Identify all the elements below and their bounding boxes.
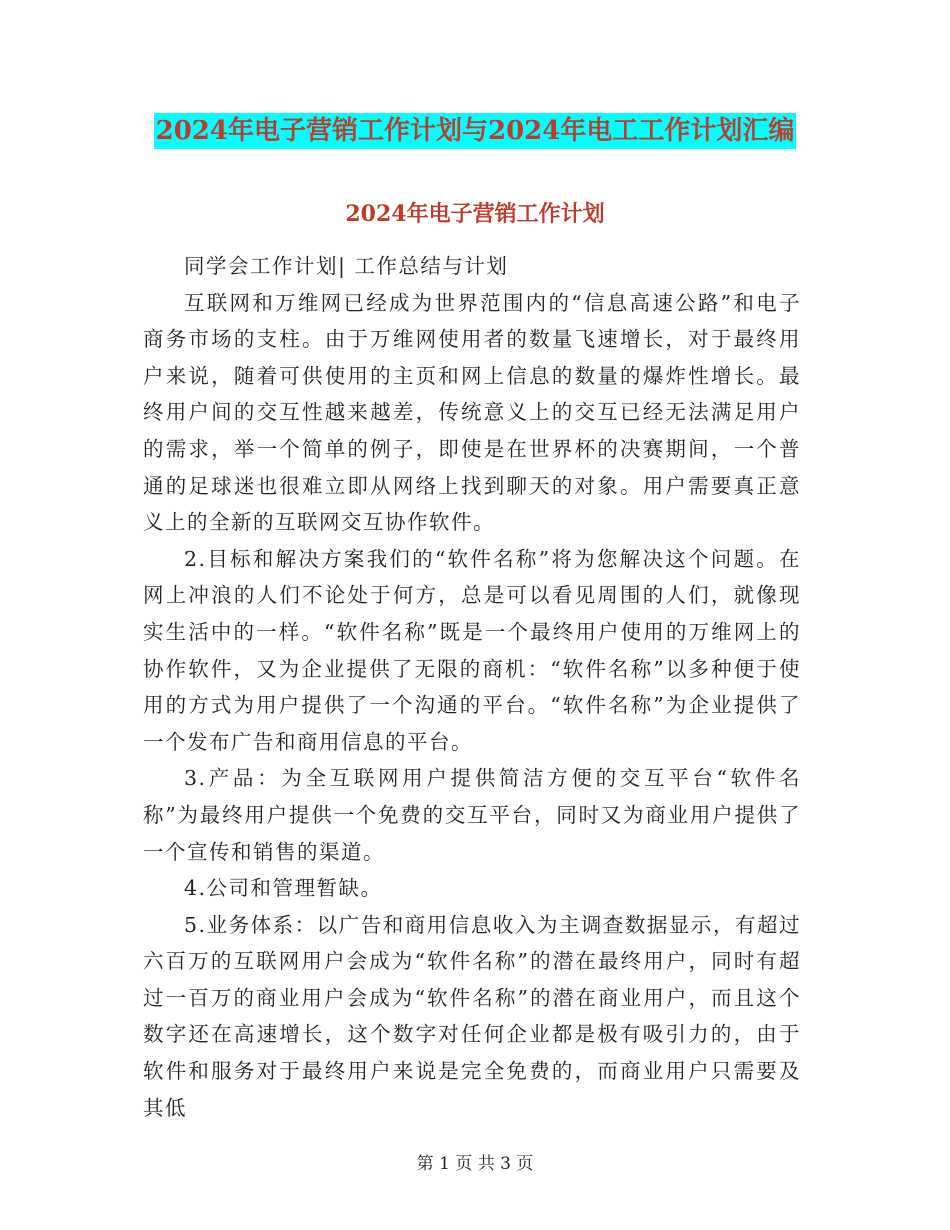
section-title: 2024年电子营销工作计划 [345, 201, 605, 227]
document-body [143, 248, 801, 1126]
document-title-container [0, 113, 950, 149]
paragraph: 3.产品：为全互联网用户提供简洁方便的交互平台“软件名称”为最终用户提供一个免费的交互平台，同时又为商业用户提供了一个宣传和销售的渠道。 [143, 766, 801, 864]
paragraph: 4.公司和管理暂缺。 [184, 876, 383, 901]
paragraph: 2.目标和解决方案我们的“软件名称”将为您解决这个问题。在网上冲浪的人们不论处于何方，总是可以看见周围的人们，就像现实生活中的一样。“软件名称”既是一个最终用户使用的万维网上的协作软件，又为企业提供了无限的商机：“软件名称”以多种便于使用的方式为用户提供了一个沟通的平台。“软件名称”为企业提供了一个发布广告和商用信息的平台。 [143, 546, 801, 754]
paragraph: 同学会工作计划| 工作总结与计划 [184, 254, 509, 278]
document-title: 2024年电子营销工作计划与2024年电工工作计划汇编 [154, 113, 797, 149]
page-number-label: 第 1 页 共 3 页 [416, 1154, 534, 1174]
paragraph: 5.业务体系：以广告和商用信息收入为主调查数据显示，有超过六百万的互联网用户会成为“软件名称”的潜在最终用户，同时有超过一百万的商业用户会成为“软件名称”的潜在商业用户，而且这个数字还在高速增长，这个数字对任何企业都是极有吸引力的，由于软件和服务对于最终用户来说是完全免费的，而商业用户只需要及其低 [143, 912, 801, 1120]
paragraph: 互联网和万维网已经成为世界范围内的“信息高速公路”和电子商务市场的支柱。由于万维网使用者的数量飞速增长，对于最终用户来说，随着可供使用的主页和网上信息的数量的爆炸性增长。最终用户间的交互性越来越差，传统意义上的交互已经无法满足用户的需求，举一个简单的例子，即使是在世界杯的决赛期间，一个普通的足球迷也很难立即从网络上找到聊天的对象。用户需要真正意义上的全新的互联网交互协作软件。 [143, 290, 801, 535]
page-footer [0, 1152, 950, 1176]
